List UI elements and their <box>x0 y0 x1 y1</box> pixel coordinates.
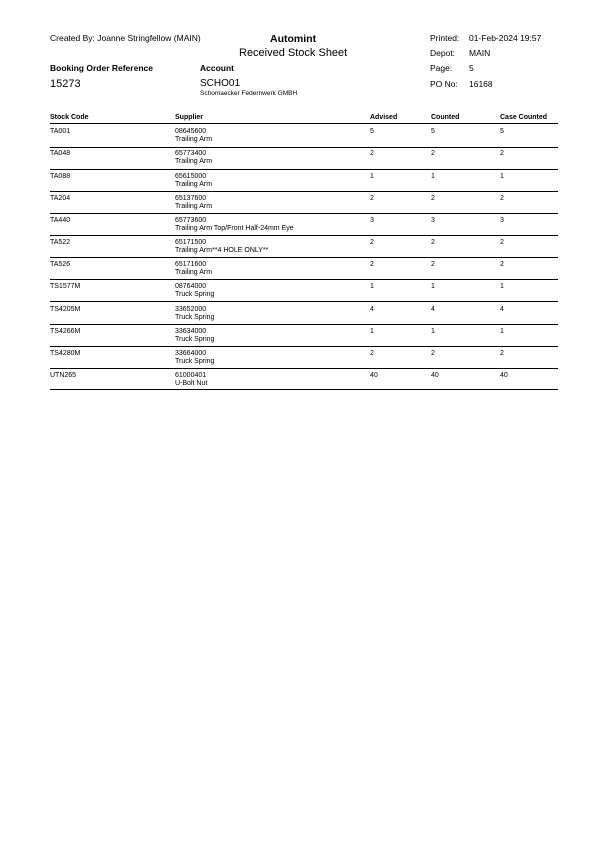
supplier-code: 33664000 <box>175 350 207 357</box>
depot-value: MAIN <box>469 48 491 58</box>
counted-qty: 2 <box>431 239 435 246</box>
advised-qty: 2 <box>370 195 374 202</box>
sheet-title: Received Stock Sheet <box>239 47 348 59</box>
row-divider <box>50 324 558 325</box>
stock-code: TA204 <box>50 195 71 202</box>
case-counted-qty: 40 <box>500 372 508 379</box>
item-description: Trailing Arm Top/Front Half-24mm Eye <box>175 225 294 232</box>
counted-qty: 1 <box>431 283 435 290</box>
item-description: Truck Spring <box>175 291 215 298</box>
supplier-code: 65615000 <box>175 173 207 180</box>
booking-value: 15273 <box>50 78 81 90</box>
row-divider <box>50 301 558 302</box>
printed-label: Printed: <box>430 33 460 43</box>
supplier-code: 33652000 <box>175 306 207 313</box>
account-code: SCHO01 <box>200 78 241 89</box>
supplier-code: 33634000 <box>175 328 207 335</box>
supplier-code: 61000401 <box>175 372 207 379</box>
case-counted-qty: 2 <box>500 261 504 268</box>
stock-code: TS4266M <box>50 328 81 335</box>
case-counted-qty: 2 <box>500 350 504 357</box>
booking-label: Booking Order Reference <box>50 63 153 73</box>
item-description: Truck Spring <box>175 314 215 321</box>
page-value: 5 <box>469 63 474 73</box>
created-by: Created By: Joanne Stringfellow (MAIN) <box>50 33 201 43</box>
item-description: Trailing Arm <box>175 269 213 276</box>
advised-qty: 2 <box>370 239 374 246</box>
col-stock-code: Stock Code <box>50 114 89 121</box>
item-description: U-Bolt Nut <box>175 380 208 387</box>
advised-qty: 4 <box>370 306 374 313</box>
case-counted-qty: 1 <box>500 173 504 180</box>
row-divider <box>50 169 558 170</box>
col-case-counted: Case Counted <box>500 114 548 121</box>
account-name: Schomaecker Federnwerk GMBH <box>200 90 298 97</box>
printed-value: 01-Feb-2024 19:57 <box>469 33 542 43</box>
row-divider <box>50 279 558 280</box>
counted-qty: 2 <box>431 350 435 357</box>
stock-code: TA522 <box>50 239 71 246</box>
row-divider <box>50 368 558 369</box>
supplier-code: 65171600 <box>175 261 207 268</box>
item-description: Trailing Arm**4 HOLE ONLY** <box>175 247 269 254</box>
header-rule <box>50 123 558 124</box>
row-divider <box>50 147 558 148</box>
case-counted-qty: 5 <box>500 128 504 135</box>
counted-qty: 2 <box>431 150 435 157</box>
item-description: Trailing Arm <box>175 158 213 165</box>
stock-code: TS4205M <box>50 306 81 313</box>
case-counted-qty: 3 <box>500 217 504 224</box>
counted-qty: 1 <box>431 328 435 335</box>
stock-code: UTN265 <box>50 372 77 379</box>
case-counted-qty: 2 <box>500 150 504 157</box>
stock-code: TA526 <box>50 261 71 268</box>
counted-qty: 2 <box>431 195 435 202</box>
po-value: 16168 <box>469 79 493 89</box>
company-name: Automint <box>270 33 317 45</box>
row-divider <box>50 257 558 258</box>
counted-qty: 3 <box>431 217 435 224</box>
counted-qty: 40 <box>431 372 439 379</box>
case-counted-qty: 1 <box>500 328 504 335</box>
row-divider <box>50 191 558 192</box>
advised-qty: 2 <box>370 150 374 157</box>
stock-code: TA088 <box>50 173 71 180</box>
stock-code: TS4280M <box>50 350 81 357</box>
case-counted-qty: 4 <box>500 306 504 313</box>
row-divider <box>50 213 558 214</box>
supplier-code: 08764000 <box>175 283 207 290</box>
case-counted-qty: 2 <box>500 195 504 202</box>
col-advised: Advised <box>370 114 398 121</box>
stock-code: TA440 <box>50 217 71 224</box>
counted-qty: 4 <box>431 306 435 313</box>
advised-qty: 1 <box>370 173 374 180</box>
depot-label: Depot: <box>430 48 456 58</box>
row-divider <box>50 389 558 390</box>
supplier-code: 65137600 <box>175 195 207 202</box>
po-label: PO No: <box>430 79 458 89</box>
case-counted-qty: 2 <box>500 239 504 246</box>
advised-qty: 2 <box>370 350 374 357</box>
supplier-code: 08645600 <box>175 128 207 135</box>
row-divider <box>50 235 558 236</box>
supplier-code: 65773400 <box>175 150 207 157</box>
item-description: Truck Spring <box>175 358 215 365</box>
col-counted: Counted <box>431 114 460 121</box>
stock-code: TA001 <box>50 128 71 135</box>
supplier-code: 65773600 <box>175 217 207 224</box>
advised-qty: 2 <box>370 261 374 268</box>
advised-qty: 1 <box>370 328 374 335</box>
advised-qty: 1 <box>370 283 374 290</box>
supplier-code: 65171500 <box>175 239 207 246</box>
counted-qty: 5 <box>431 128 435 135</box>
col-supplier: Supplier <box>175 114 204 121</box>
case-counted-qty: 1 <box>500 283 504 290</box>
advised-qty: 40 <box>370 372 378 379</box>
table-row <box>50 372 558 394</box>
item-description: Trailing Arm <box>175 136 213 143</box>
item-description: Truck Spring <box>175 336 215 343</box>
counted-qty: 2 <box>431 261 435 268</box>
stock-code: TS1577M <box>50 283 81 290</box>
item-description: Trailing Arm <box>175 203 213 210</box>
advised-qty: 5 <box>370 128 374 135</box>
row-divider <box>50 346 558 347</box>
stock-code: TA048 <box>50 150 71 157</box>
advised-qty: 3 <box>370 217 374 224</box>
counted-qty: 1 <box>431 173 435 180</box>
item-description: Trailing Arm <box>175 181 213 188</box>
page-label: Page: <box>430 63 453 73</box>
account-label: Account <box>200 63 234 73</box>
